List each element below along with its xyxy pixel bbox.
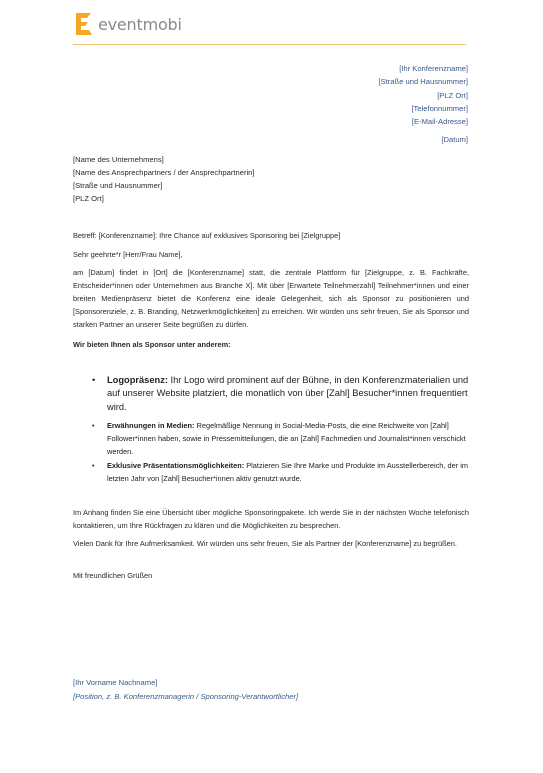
sender-city: [PLZ Ort] — [437, 90, 468, 100]
benefit-text: Platzieren Sie Ihre Marke und Produkte im Ausstellerbereich, der im letzten Jahr von [Zahl] Besucher*innen aktiv genutzt wurde. — [107, 461, 469, 484]
benefits-list-cont — [73, 420, 469, 486]
letter-closing: Mit freundlichen Grüßen — [73, 571, 153, 580]
sender-email: [E-Mail-Adresse] — [411, 117, 468, 127]
recipient-street: [Straße und Hausnummer] — [73, 181, 163, 190]
recipient-contact: [Name des Ansprechpartners / der Ansprechpartnerin] — [73, 168, 255, 177]
sender-block — [379, 62, 468, 128]
sender-street: [Straße und Hausnummer] — [378, 77, 468, 87]
recipient-company: [Name des Unternehmens] — [73, 155, 164, 164]
bullet-icon: • — [92, 461, 95, 471]
sender-conference-name: [Ihr Konferenzname] — [399, 64, 468, 73]
eventmobi-logo-icon — [73, 11, 95, 37]
benefits-heading: Wir bieten Ihnen als Sponsor unter anderem: — [73, 340, 231, 349]
header-divider — [73, 44, 466, 45]
bullet-icon: • — [92, 375, 96, 385]
letter-thanks: Vielen Dank für Ihre Aufmerksamkeit. Wir würden uns sehr freuen, Sie als Partner der [Konferenzname] zu begrüßen. — [73, 539, 457, 548]
signer-name: [Ihr Vorname Nachname] — [73, 678, 158, 687]
benefit-text: Regelmäßige Nennung in Social-Media-Posts, die eine Reichweite von [Zahl] Follower*innen haben, sowie in Pressemitteilungen, die an [Zahl] Fachmedien und Journalist*innen verschickt werden. — [107, 421, 466, 456]
letter-attachment-note: Im Anhang finden Sie eine Übersicht über mögliche Sponsoringpakete. Ich werde Sie in der nächsten Woche telefonisch kontaktieren, um Ihre Rückfragen zu klären und die Möglichkeiten zu besprechen. — [73, 508, 469, 530]
brand-name: eventmobi — [98, 14, 182, 34]
brand-logo — [73, 11, 182, 37]
letter-subject: Betreff: [Konferenzname]: Ihre Chance auf exklusives Sponsoring bei [Zielgruppe] — [73, 231, 341, 240]
benefits-list — [73, 374, 469, 414]
benefit-item — [73, 420, 469, 458]
benefit-title: Exklusive Präsentationsmöglichkeiten: — [107, 461, 245, 471]
sender-phone: [Telefonnummer] — [411, 103, 468, 113]
signer-position: [Position, z. B. Konferenzmanagerin / Sponsoring-Verantwortlicher] — [73, 691, 299, 701]
bullet-icon: • — [92, 421, 95, 430]
benefit-item — [73, 460, 469, 486]
recipient-city: [PLZ Ort] — [73, 194, 104, 203]
signature-block — [73, 676, 298, 703]
letter-date: [Datum] — [441, 135, 468, 144]
benefit-title: Erwähnungen in Medien: — [107, 421, 195, 430]
letter-salutation: Sehr geehrte*r [Herr/Frau Name], — [73, 250, 183, 259]
benefit-text: Ihr Logo wird prominent auf der Bühne, in den Konferenzmaterialien und auf unserer Website platziert, die monatlich von über [Zahl] Besucher*innen frequentiert wird. — [107, 375, 469, 412]
benefit-title: Logopräsenz: — [107, 375, 168, 385]
letter-intro: am [Datum] findet in [Ort] die [Konferenzname] statt, die zentrale Plattform für [Zielgruppe, z. B. Fachkräfte, Entscheider*innen oder Unternehmen aus Branche X]. Mit über [Erwartete Teilnehmerzahl] Teilnehmer*innen und einer breiten Medienpräsenz bietet die Konferenz eine ideale Gelegenheit, sich als Sponsor zu positionieren und [Sponsorenziele, z. B. Branding, Netzwerkmöglichkeiten] zu erreichen. Wir würden uns sehr freuen, Sie als Sponsor und starken Partner an unserer Seite begrüßen zu dürfen. — [73, 268, 469, 329]
recipient-block — [73, 153, 255, 205]
benefit-item — [73, 374, 469, 414]
